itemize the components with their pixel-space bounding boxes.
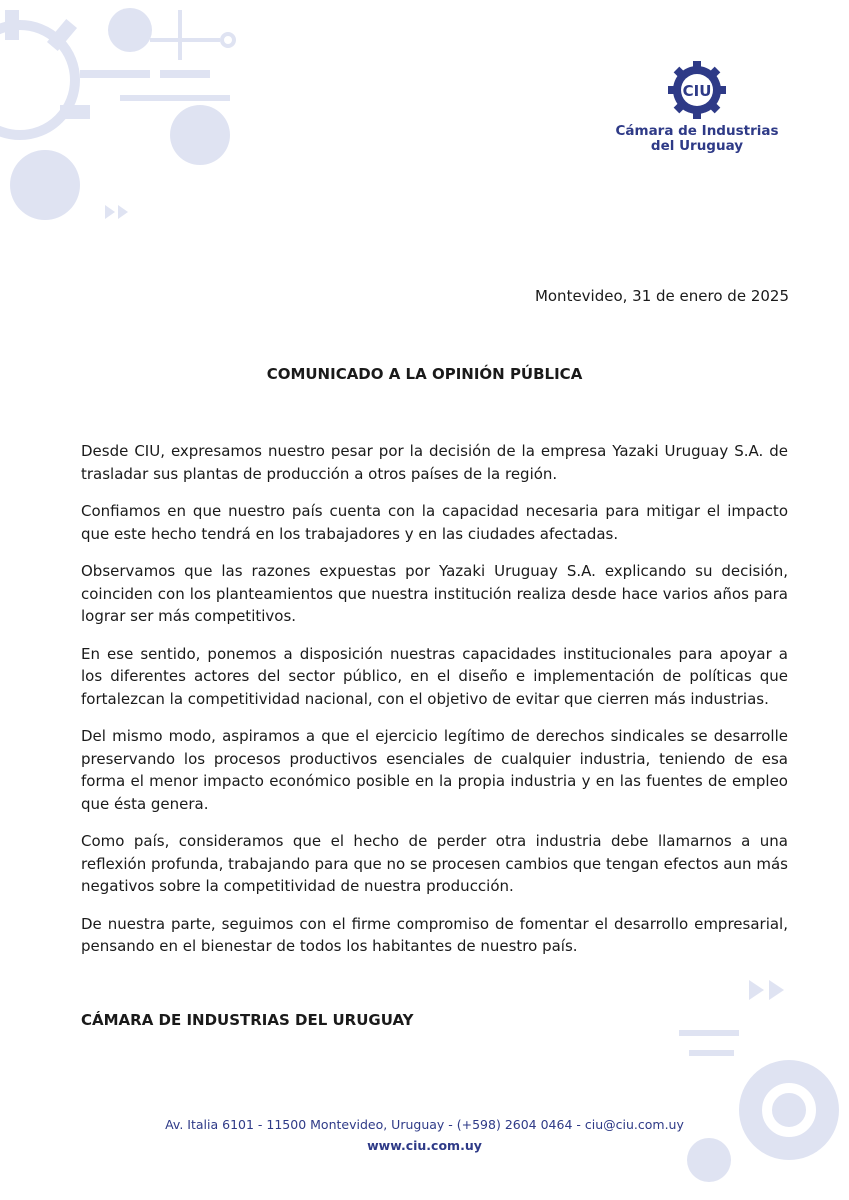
logo-name-line-1: Cámara de Industrias — [615, 123, 779, 139]
decorative-pattern-top-left — [0, 0, 260, 240]
paragraph: Confiamos en que nuestro país cuenta con la capacidad necesaria para mitigar el impacto que este hecho tendrá en los trabajadores y en las ciudades afectadas. — [81, 502, 788, 543]
paragraph: Como país, consideramos que el hecho de perder otra industria debe llamarnos a una reflexión profunda, trabajando para que no se procesen cambios que tengan efectos aun más negativos sobre la competitividad de nuestra producción. — [81, 832, 788, 895]
ciu-logo — [612, 60, 782, 154]
footer-address: Av. Italia 6101 - 11500 Montevideo, Uruguay - (+598) 2604 0464 - ciu@ciu.com.uy — [165, 1117, 684, 1132]
footer — [0, 1115, 849, 1155]
paragraph: Observamos que las razones expuestas por Yazaki Uruguay S.A. explicando su decisión, coinciden con los planteamientos que nuestra institución realiza desde hace varios años para lograr ser más competitivos. — [81, 562, 788, 625]
logo-name-line-2: del Uruguay — [650, 138, 744, 154]
letter-title: COMUNICADO A LA OPINIÓN PÚBLICA — [266, 365, 583, 383]
paragraph: Del mismo modo, aspiramos a que el ejercicio legítimo de derechos sindicales se desarrolle preservando los procesos productivos esenciales de cualquier industria, teniendo de esa forma el menor impacto económico posible en la propia industria y en las fuentes de empleo que ésta genera. — [81, 727, 788, 813]
letter-body — [81, 440, 788, 973]
paragraph: De nuestra parte, seguimos con el firme compromiso de fomentar el desarrollo empresarial, pensando en el bienestar de todos los habitantes de nuestro país. — [81, 914, 788, 955]
logo-mark-text: CIU — [682, 82, 712, 100]
letter-signature: CÁMARA DE INDUSTRIAS DEL URUGUAY — [81, 1011, 414, 1029]
paragraph: En ese sentido, ponemos a disposición nuestras capacidades institucionales para apoyar a los diferentes actores del sector público, en el diseño e implementación de políticas que fortalezcan la competitividad nacional, con el objetivo de evitar que cierren más industrias. — [81, 644, 788, 708]
gear-logo-icon — [667, 60, 727, 120]
decorative-pattern-bottom-right — [669, 960, 849, 1200]
footer-website-link[interactable]: www.ciu.com.uy — [367, 1138, 482, 1153]
letter-date: Montevideo, 31 de enero de 2025 — [534, 287, 789, 305]
paragraph: Desde CIU, expresamos nuestro pesar por la decisión de la empresa Yazaki Uruguay S.A. de trasladar sus plantas de producción a otros países de la región. — [81, 442, 788, 483]
